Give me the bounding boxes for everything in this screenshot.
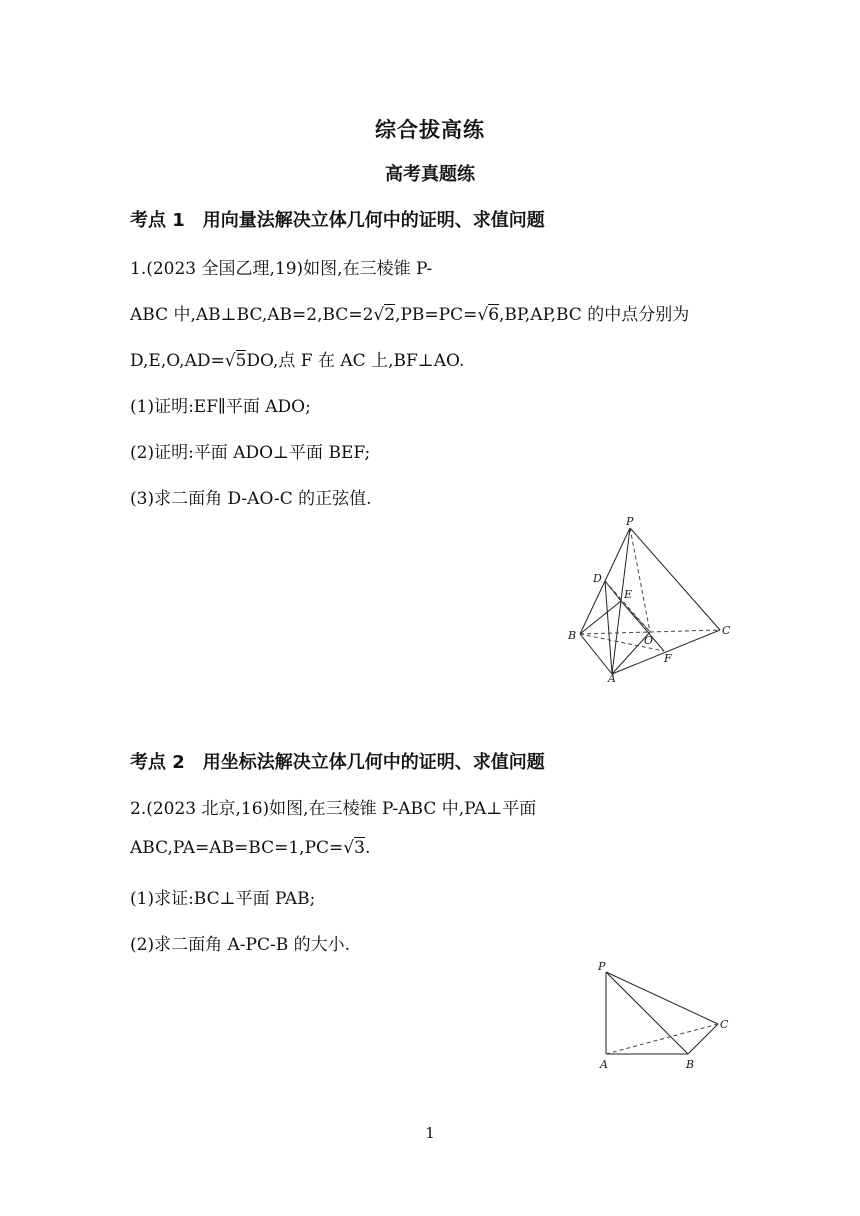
problem-2-line-2-b: . (364, 838, 371, 858)
label-D: D (593, 572, 602, 585)
figure-2-svg (592, 958, 742, 1076)
edge-PB (606, 972, 688, 1054)
sqrt-symbol: √ (224, 351, 236, 371)
label-C: C (720, 1018, 729, 1031)
section-1-heading-num: 考点 1 (130, 210, 185, 231)
problem-1-line-3 (130, 346, 464, 371)
problem-1-line-2 (130, 300, 689, 325)
figure-1-pyramid (560, 514, 740, 684)
label-P: P (626, 515, 634, 528)
problem-1-question-3: (3)求二面角 D-AO-C 的正弦值. (130, 489, 372, 509)
figure-1-svg (560, 514, 740, 684)
problem-2-line-2-a: ABC,PA=AB=BC=1,PC= (130, 838, 344, 858)
section-1-heading (130, 206, 545, 232)
problem-2-question-1: (1)求证:BC⊥平面 PAB; (130, 889, 316, 909)
problem-1-question-1: (1)证明:EF∥平面 ADO; (130, 397, 311, 417)
label-B: B (686, 1058, 695, 1071)
sqrt-symbol: √ (343, 838, 355, 858)
section-2-heading (130, 748, 545, 774)
radicand-3: 3 (354, 838, 365, 858)
segment-EB (580, 601, 621, 634)
problem-2-line-2 (130, 838, 370, 858)
section-1-heading-text: 用向量法解决立体几何中的证明、求值问题 (202, 210, 545, 231)
label-A: A (600, 1058, 608, 1071)
page-title: 综合拔高练 (375, 118, 485, 142)
label-E: E (624, 588, 633, 601)
problem-2-line-1: 2.(2023 北京,16)如图,在三棱锥 P-ABC 中,PA⊥平面 (130, 799, 537, 819)
edge-PC (606, 972, 718, 1024)
problem-1-line-1: 1.(2023 全国乙理,19)如图,在三棱锥 P- (130, 259, 433, 279)
radicand-5: 5 (235, 351, 247, 371)
page-subtitle: 高考真题练 (385, 164, 475, 185)
edge-BA (580, 634, 612, 674)
edge-PC (630, 528, 720, 630)
page-number: 1 (425, 1124, 435, 1142)
problem-2-question-2: (2)求二面角 A-PC-B 的大小. (130, 935, 350, 955)
label-B: B (568, 629, 577, 642)
segment-DA (605, 581, 612, 674)
problem-1-line-2-a: ABC 中,AB⊥BC,AB=2,BC=2 (130, 305, 374, 325)
label-F: F (664, 652, 672, 665)
radicand-2: 2 (384, 305, 396, 325)
problem-1-line-2-c: ,BP,AP,BC 的中点分别为 (499, 305, 690, 325)
problem-1-question-2: (2)证明:平面 ADO⊥平面 BEF; (130, 443, 371, 463)
problem-1-line-3-b: DO,点 F 在 AC 上,BF⊥AO. (246, 351, 465, 371)
sqrt-symbol: √ (477, 305, 489, 325)
segment-PO-hidden (630, 528, 650, 632)
problem-1-line-3-a: D,E,O,AD= (130, 351, 225, 371)
label-C: C (722, 624, 731, 637)
label-O: O (644, 634, 654, 647)
label-A: A (608, 672, 616, 684)
sqrt-symbol: √ (373, 305, 385, 325)
figure-2-pyramid (592, 958, 742, 1076)
label-P: P (598, 960, 606, 973)
radicand-6: 6 (488, 305, 500, 325)
section-2-heading-text: 用坐标法解决立体几何中的证明、求值问题 (202, 752, 545, 773)
problem-1-line-2-b: ,PB=PC= (395, 305, 478, 325)
section-2-heading-num: 考点 2 (130, 752, 185, 773)
